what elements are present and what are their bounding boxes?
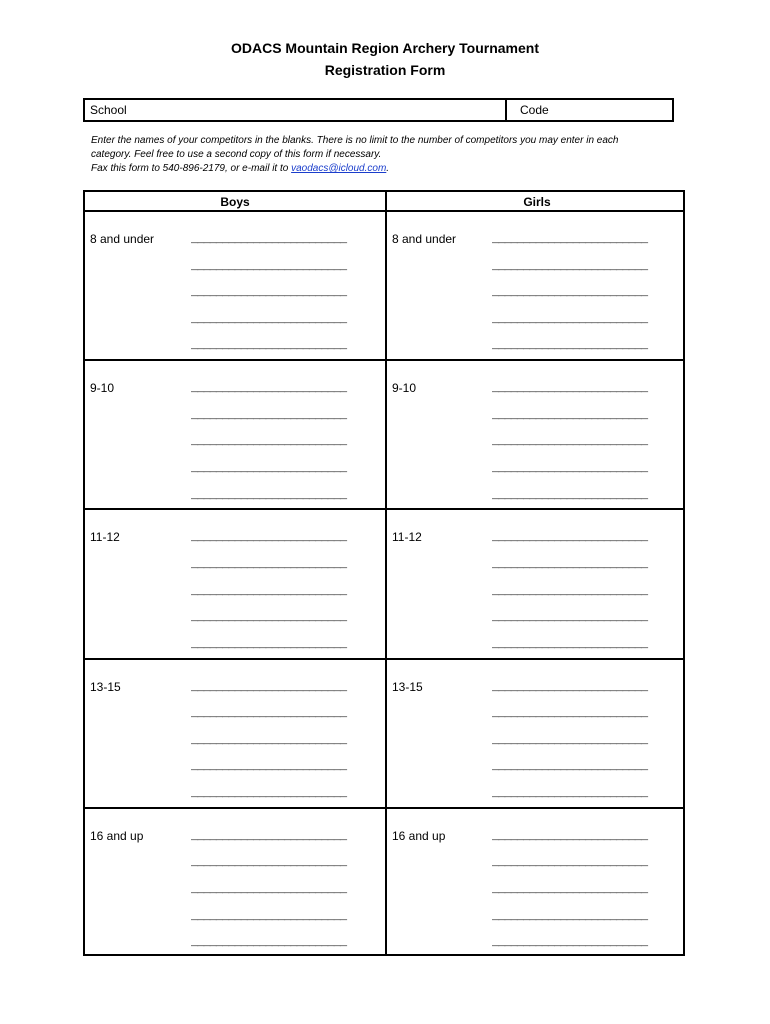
boys-competitor-blank[interactable]: _________________________	[191, 935, 347, 950]
girls-competitor-blank[interactable]: _________________________	[492, 434, 648, 449]
girls-competitor-blank[interactable]: _________________________	[492, 557, 648, 571]
boys-competitor-blank[interactable]: _________________________	[191, 407, 347, 422]
girls-competitor-blank[interactable]: _________________________	[492, 855, 648, 870]
code-field[interactable]	[507, 100, 672, 120]
girls-competitor-blank[interactable]: _________________________	[492, 461, 648, 475]
girls-competitor-blank[interactable]: _________________________	[492, 311, 648, 326]
girls-age-label: 13-15	[392, 679, 423, 694]
girls-competitor-blank[interactable]: _________________________	[492, 487, 648, 502]
form-subtitle: Registration Form	[324, 62, 446, 78]
boys-column-header: Boys	[220, 195, 250, 209]
boys-competitor-blank[interactable]: _________________________	[191, 610, 347, 625]
boys-competitor-blank[interactable]: _________________________	[191, 732, 347, 747]
header-divider	[85, 210, 683, 212]
boys-age-label: 16 and up	[90, 828, 144, 843]
girls-competitor-blank[interactable]: _________________________	[492, 732, 648, 747]
column-divider	[385, 192, 387, 954]
boys-age-label: 9-10	[90, 381, 115, 396]
boys-competitor-blank[interactable]: _________________________	[191, 636, 347, 651]
girls-age-label: 16 and up	[392, 828, 446, 843]
girls-competitor-blank[interactable]: _________________________	[492, 908, 648, 923]
boys-competitor-blank[interactable]: _________________________	[191, 461, 347, 475]
girls-competitor-blank[interactable]: _________________________	[492, 610, 648, 625]
girls-competitor-blank[interactable]: _________________________	[492, 338, 648, 353]
boys-competitor-blank[interactable]: _________________________	[191, 828, 347, 843]
girls-competitor-blank[interactable]: _________________________	[492, 530, 648, 545]
boys-competitor-blank[interactable]: _________________________	[191, 338, 347, 353]
instructions-fax-text: Fax this form to 540-896-2179, or e-mail it to	[91, 163, 292, 174]
instructions-end: .	[386, 163, 390, 174]
instructions-line-3	[91, 162, 671, 176]
girls-competitor-blank[interactable]: _________________________	[492, 381, 648, 396]
girls-competitor-blank[interactable]: _________________________	[492, 258, 648, 273]
boys-competitor-blank[interactable]: _________________________	[191, 583, 347, 598]
boys-competitor-blank[interactable]: _________________________	[191, 434, 347, 449]
boys-competitor-blank[interactable]: _________________________	[191, 258, 347, 273]
age-group-divider	[85, 658, 683, 660]
instructions	[91, 134, 671, 176]
girls-competitor-blank[interactable]: _________________________	[492, 636, 648, 651]
boys-age-label: 13-15	[90, 679, 121, 694]
boys-competitor-blank[interactable]: _________________________	[191, 679, 347, 694]
boys-competitor-blank[interactable]: _________________________	[191, 882, 347, 896]
boys-competitor-blank[interactable]: _________________________	[191, 311, 347, 326]
girls-competitor-blank[interactable]: _________________________	[492, 407, 648, 422]
instructions-line-2: category. Feel free to use a second copy of this form if necessary.	[91, 149, 382, 160]
girls-age-label: 11-12	[392, 530, 422, 545]
girls-column-header: Girls	[523, 195, 551, 209]
girls-competitor-blank[interactable]: _________________________	[492, 759, 648, 774]
girls-competitor-blank[interactable]: _________________________	[492, 935, 648, 950]
boys-competitor-blank[interactable]: _________________________	[191, 759, 347, 774]
girls-competitor-blank[interactable]: _________________________	[492, 232, 648, 246]
instructions-line-1: Enter the names of your competitors in the blanks. There is no limit to the number of competitors you may enter in each	[91, 135, 619, 146]
email-link[interactable]: vaodacs@icloud.com	[291, 163, 387, 174]
boys-competitor-blank[interactable]: _________________________	[191, 908, 347, 923]
girls-competitor-blank[interactable]: _________________________	[492, 285, 648, 300]
school-field[interactable]	[85, 100, 507, 120]
boys-competitor-blank[interactable]: _________________________	[191, 381, 347, 396]
boys-competitor-blank[interactable]: _________________________	[191, 530, 347, 545]
school-label: School	[90, 103, 127, 117]
girls-age-label: 9-10	[392, 381, 417, 396]
code-label: Code	[520, 103, 549, 117]
form-title: ODACS Mountain Region Archery Tournament	[230, 40, 539, 56]
girls-competitor-blank[interactable]: _________________________	[492, 706, 648, 721]
boys-age-label: 11-12	[90, 530, 120, 545]
boys-age-label: 8 and under	[90, 232, 155, 246]
girls-competitor-blank[interactable]: _________________________	[492, 786, 648, 800]
school-code-row	[83, 98, 674, 122]
age-group-divider	[85, 359, 683, 361]
registration-grid	[83, 190, 685, 956]
girls-competitor-blank[interactable]: _________________________	[492, 679, 648, 694]
girls-competitor-blank[interactable]: _________________________	[492, 583, 648, 598]
girls-competitor-blank[interactable]: _________________________	[492, 882, 648, 896]
girls-age-label: 8 and under	[392, 232, 457, 246]
boys-competitor-blank[interactable]: _________________________	[191, 855, 347, 870]
boys-competitor-blank[interactable]: _________________________	[191, 232, 347, 246]
boys-competitor-blank[interactable]: _________________________	[191, 557, 347, 571]
boys-competitor-blank[interactable]: _________________________	[191, 786, 347, 800]
boys-competitor-blank[interactable]: _________________________	[191, 706, 347, 721]
age-group-divider	[85, 508, 683, 510]
boys-competitor-blank[interactable]: _________________________	[191, 285, 347, 300]
age-group-divider	[85, 807, 683, 809]
girls-competitor-blank[interactable]: _________________________	[492, 828, 648, 843]
boys-competitor-blank[interactable]: _________________________	[191, 487, 347, 502]
